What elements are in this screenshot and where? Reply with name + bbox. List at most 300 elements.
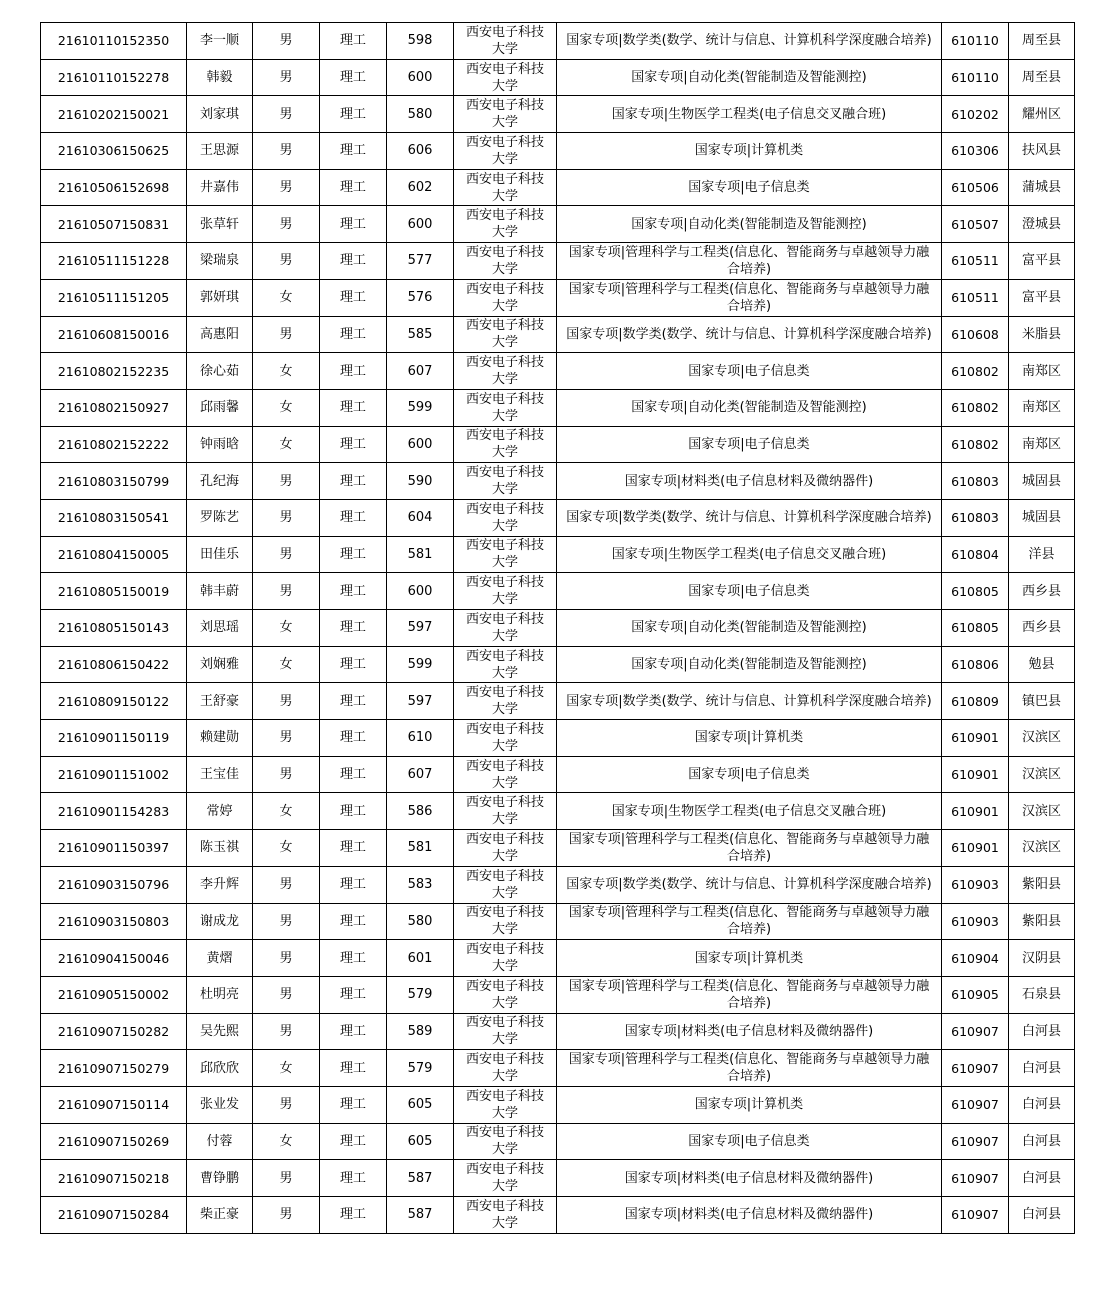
major-cell xyxy=(557,96,942,133)
candidate-id-cell-text: 21610901150119 xyxy=(57,730,170,746)
gender-cell-text: 男 xyxy=(279,1023,293,1039)
county-cell-text: 扶风县 xyxy=(1021,143,1061,159)
region-code-cell xyxy=(942,59,1009,96)
major-cell xyxy=(557,1160,942,1197)
region-code-cell xyxy=(942,96,1009,133)
category-cell-text: 理工 xyxy=(339,657,366,673)
county-cell xyxy=(1009,646,1075,683)
major-cell xyxy=(557,573,942,610)
region-code-cell xyxy=(942,793,1009,830)
major-cell-text: 国家专项|自动化类(智能制造及智能测控) xyxy=(631,216,867,232)
score-cell-text: 605 xyxy=(407,1097,433,1113)
university-cell-text: 西安电子科技大学 xyxy=(465,648,544,681)
category-cell-text: 理工 xyxy=(339,1097,366,1113)
table-row xyxy=(41,976,1075,1013)
candidate-id-cell xyxy=(41,830,187,867)
university-cell-text: 西安电子科技大学 xyxy=(465,355,544,388)
county-cell-text: 周至县 xyxy=(1021,70,1061,86)
score-cell-text: 599 xyxy=(407,657,433,673)
university-cell xyxy=(454,426,557,463)
category-cell xyxy=(320,353,387,390)
name-cell-text: 柴正豪 xyxy=(199,1207,239,1223)
major-cell-text: 国家专项|自动化类(智能制造及智能测控) xyxy=(631,620,867,636)
name-cell xyxy=(187,720,253,757)
county-cell xyxy=(1009,1160,1075,1197)
category-cell xyxy=(320,243,387,280)
region-code-cell xyxy=(942,1050,1009,1087)
name-cell-text: 吴先熙 xyxy=(199,1023,239,1039)
gender-cell xyxy=(253,279,320,316)
county-cell xyxy=(1009,830,1075,867)
county-cell xyxy=(1009,279,1075,316)
score-cell-text: 577 xyxy=(407,253,433,269)
major-cell xyxy=(557,169,942,206)
university-cell xyxy=(454,316,557,353)
category-cell-text: 理工 xyxy=(339,33,366,49)
university-cell-text: 西安电子科技大学 xyxy=(465,942,544,975)
gender-cell xyxy=(253,1123,320,1160)
region-code-cell xyxy=(942,279,1009,316)
gender-cell-text: 女 xyxy=(279,803,293,819)
score-cell-text: 602 xyxy=(407,180,433,196)
university-cell-text: 西安电子科技大学 xyxy=(465,98,544,131)
region-code-cell xyxy=(942,976,1009,1013)
major-cell xyxy=(557,1086,942,1123)
gender-cell-text: 女 xyxy=(279,620,293,636)
name-cell xyxy=(187,1160,253,1197)
category-cell-text: 理工 xyxy=(339,877,366,893)
candidate-id-cell-text: 21610202150021 xyxy=(57,106,170,122)
gender-cell-text: 男 xyxy=(279,950,293,966)
score-cell-text: 607 xyxy=(407,363,433,379)
candidate-id-cell-text: 21610809150122 xyxy=(57,693,170,709)
university-cell-text: 西安电子科技大学 xyxy=(465,281,544,314)
category-cell xyxy=(320,59,387,96)
gender-cell-text: 男 xyxy=(279,987,293,1003)
region-code-cell-text: 610511 xyxy=(951,253,999,269)
score-cell xyxy=(387,389,454,426)
region-code-cell-text: 610803 xyxy=(951,510,999,526)
table-row xyxy=(41,610,1075,647)
region-code-cell xyxy=(942,499,1009,536)
candidate-id-cell xyxy=(41,866,187,903)
category-cell-text: 理工 xyxy=(339,436,366,452)
table-row xyxy=(41,1160,1075,1197)
university-cell-text: 西安电子科技大学 xyxy=(465,538,544,571)
name-cell-text: 王宝佳 xyxy=(199,767,239,783)
region-code-cell-text: 610804 xyxy=(951,546,999,562)
name-cell xyxy=(187,316,253,353)
score-cell-text: 601 xyxy=(407,950,433,966)
gender-cell xyxy=(253,683,320,720)
candidate-id-cell-text: 21610901154283 xyxy=(57,803,170,819)
table-row xyxy=(41,499,1075,536)
university-cell-text: 西安电子科技大学 xyxy=(465,1015,544,1048)
gender-cell xyxy=(253,463,320,500)
university-cell xyxy=(454,1050,557,1087)
category-cell-text: 理工 xyxy=(339,180,366,196)
category-cell-text: 理工 xyxy=(339,620,366,636)
table-row xyxy=(41,573,1075,610)
county-cell-text: 汉滨区 xyxy=(1021,840,1061,856)
candidate-id-cell-text: 21610806150422 xyxy=(57,657,170,673)
region-code-cell xyxy=(942,133,1009,170)
county-cell-text: 蒲城县 xyxy=(1021,180,1061,196)
table-row xyxy=(41,133,1075,170)
table-row xyxy=(41,169,1075,206)
county-cell-text: 周至县 xyxy=(1021,33,1061,49)
table-row xyxy=(41,683,1075,720)
candidate-id-cell-text: 21610802150927 xyxy=(57,400,170,416)
category-cell xyxy=(320,940,387,977)
score-cell xyxy=(387,1197,454,1234)
university-cell xyxy=(454,463,557,500)
score-cell-text: 600 xyxy=(407,436,433,452)
gender-cell-text: 女 xyxy=(279,1133,293,1149)
university-cell xyxy=(454,646,557,683)
region-code-cell-text: 610202 xyxy=(951,106,999,122)
score-cell xyxy=(387,793,454,830)
university-cell xyxy=(454,793,557,830)
category-cell-text: 理工 xyxy=(339,1207,366,1223)
candidate-id-cell xyxy=(41,353,187,390)
university-cell-text: 西安电子科技大学 xyxy=(465,428,544,461)
county-cell xyxy=(1009,793,1075,830)
gender-cell-text: 女 xyxy=(279,290,293,306)
name-cell-text: 黄熠 xyxy=(206,950,233,966)
score-cell-text: 580 xyxy=(407,913,433,929)
score-cell-text: 598 xyxy=(407,33,433,49)
candidate-id-cell xyxy=(41,536,187,573)
candidate-id-cell xyxy=(41,463,187,500)
region-code-cell-text: 610802 xyxy=(951,400,999,416)
major-cell-text: 国家专项|自动化类(智能制造及智能测控) xyxy=(631,70,867,86)
major-cell-text: 国家专项|自动化类(智能制造及智能测控) xyxy=(631,657,867,673)
category-cell-text: 理工 xyxy=(339,987,366,1003)
name-cell-text: 付蓉 xyxy=(206,1133,233,1149)
gender-cell xyxy=(253,866,320,903)
candidate-id-cell xyxy=(41,683,187,720)
university-cell-text: 西安电子科技大学 xyxy=(465,501,544,534)
category-cell-text: 理工 xyxy=(339,913,366,929)
gender-cell xyxy=(253,59,320,96)
university-cell-text: 西安电子科技大学 xyxy=(465,1198,544,1231)
category-cell-text: 理工 xyxy=(339,803,366,819)
region-code-cell xyxy=(942,610,1009,647)
major-cell xyxy=(557,830,942,867)
county-cell-text: 西乡县 xyxy=(1021,583,1061,599)
category-cell xyxy=(320,23,387,60)
name-cell xyxy=(187,866,253,903)
region-code-cell xyxy=(942,1086,1009,1123)
score-cell xyxy=(387,720,454,757)
university-cell-text: 西安电子科技大学 xyxy=(465,1125,544,1158)
university-cell-text: 西安电子科技大学 xyxy=(465,758,544,791)
major-cell-text: 国家专项|管理科学与工程类(信息化、智能商务与卓越领导力融合培养) xyxy=(568,281,930,314)
score-cell-text: 579 xyxy=(407,987,433,1003)
university-cell xyxy=(454,279,557,316)
major-cell-text: 国家专项|计算机类 xyxy=(694,143,804,159)
candidate-id-cell-text: 21610901151002 xyxy=(57,767,170,783)
candidate-id-cell xyxy=(41,1086,187,1123)
major-cell xyxy=(557,499,942,536)
category-cell xyxy=(320,866,387,903)
county-cell-text: 白河县 xyxy=(1021,1097,1061,1113)
region-code-cell-text: 610907 xyxy=(951,1133,999,1149)
major-cell xyxy=(557,206,942,243)
county-cell xyxy=(1009,23,1075,60)
region-code-cell xyxy=(942,940,1009,977)
university-cell-text: 西安电子科技大学 xyxy=(465,721,544,754)
major-cell-text: 国家专项|计算机类 xyxy=(694,950,804,966)
name-cell-text: 王思源 xyxy=(199,143,239,159)
region-code-cell-text: 610907 xyxy=(951,1060,999,1076)
gender-cell-text: 女 xyxy=(279,436,293,452)
category-cell xyxy=(320,1160,387,1197)
major-cell xyxy=(557,646,942,683)
county-cell xyxy=(1009,756,1075,793)
major-cell-text: 国家专项|电子信息类 xyxy=(688,583,810,599)
region-code-cell xyxy=(942,206,1009,243)
county-cell-text: 耀州区 xyxy=(1021,106,1061,122)
category-cell xyxy=(320,793,387,830)
university-cell xyxy=(454,499,557,536)
name-cell xyxy=(187,610,253,647)
county-cell xyxy=(1009,206,1075,243)
name-cell-text: 张草轩 xyxy=(199,216,239,232)
score-cell xyxy=(387,940,454,977)
university-cell xyxy=(454,683,557,720)
university-cell-text: 西安电子科技大学 xyxy=(465,24,544,57)
category-cell xyxy=(320,610,387,647)
county-cell xyxy=(1009,243,1075,280)
county-cell xyxy=(1009,573,1075,610)
name-cell-text: 李一顺 xyxy=(199,33,239,49)
table-row xyxy=(41,940,1075,977)
table-row xyxy=(41,96,1075,133)
major-cell-text: 国家专项|管理科学与工程类(信息化、智能商务与卓越领导力融合培养) xyxy=(568,244,930,277)
category-cell-text: 理工 xyxy=(339,510,366,526)
university-cell-text: 西安电子科技大学 xyxy=(465,1052,544,1085)
score-cell xyxy=(387,133,454,170)
candidate-id-cell-text: 21610110152350 xyxy=(57,33,170,49)
candidate-id-cell xyxy=(41,903,187,940)
county-cell-text: 富平县 xyxy=(1021,290,1061,306)
candidate-id-cell-text: 21610907150269 xyxy=(57,1133,170,1149)
major-cell-text: 国家专项|电子信息类 xyxy=(688,1133,810,1149)
university-cell xyxy=(454,830,557,867)
county-cell-text: 白河县 xyxy=(1021,1207,1061,1223)
score-cell-text: 579 xyxy=(407,1060,433,1076)
gender-cell-text: 男 xyxy=(279,693,293,709)
university-cell xyxy=(454,23,557,60)
name-cell xyxy=(187,169,253,206)
gender-cell xyxy=(253,720,320,757)
county-cell xyxy=(1009,1086,1075,1123)
name-cell xyxy=(187,573,253,610)
score-cell-text: 600 xyxy=(407,583,433,599)
gender-cell-text: 男 xyxy=(279,877,293,893)
score-cell xyxy=(387,59,454,96)
score-cell xyxy=(387,206,454,243)
gender-cell-text: 男 xyxy=(279,546,293,562)
gender-cell-text: 男 xyxy=(279,1097,293,1113)
score-cell-text: 607 xyxy=(407,767,433,783)
category-cell-text: 理工 xyxy=(339,730,366,746)
county-cell-text: 米脂县 xyxy=(1021,326,1061,342)
category-cell xyxy=(320,1013,387,1050)
name-cell xyxy=(187,1086,253,1123)
score-cell xyxy=(387,353,454,390)
gender-cell xyxy=(253,169,320,206)
major-cell-text: 国家专项|管理科学与工程类(信息化、智能商务与卓越领导力融合培养) xyxy=(568,978,930,1011)
name-cell-text: 徐心茹 xyxy=(199,363,239,379)
table-row xyxy=(41,426,1075,463)
major-cell-text: 国家专项|电子信息类 xyxy=(688,363,810,379)
region-code-cell-text: 610907 xyxy=(951,1170,999,1186)
university-cell xyxy=(454,353,557,390)
county-cell-text: 勉县 xyxy=(1028,657,1055,673)
score-cell xyxy=(387,96,454,133)
table-body xyxy=(41,23,1075,1234)
university-cell xyxy=(454,1123,557,1160)
table-row xyxy=(41,1086,1075,1123)
candidate-id-cell-text: 21610507150831 xyxy=(57,216,170,232)
major-cell-text: 国家专项|数学类(数学、统计与信息、计算机科学深度融合培养) xyxy=(566,510,932,526)
region-code-cell xyxy=(942,683,1009,720)
category-cell-text: 理工 xyxy=(339,1023,366,1039)
gender-cell-text: 男 xyxy=(279,70,293,86)
candidate-id-cell-text: 21610802152222 xyxy=(57,436,170,452)
major-cell-text: 国家专项|材料类(电子信息材料及微纳器件) xyxy=(624,1207,874,1223)
name-cell-text: 曹铮鹏 xyxy=(199,1170,239,1186)
score-cell-text: 587 xyxy=(407,1207,433,1223)
candidate-id-cell-text: 21610907150114 xyxy=(57,1097,170,1113)
category-cell-text: 理工 xyxy=(339,1060,366,1076)
region-code-cell-text: 610907 xyxy=(951,1207,999,1223)
major-cell xyxy=(557,279,942,316)
name-cell xyxy=(187,389,253,426)
name-cell xyxy=(187,940,253,977)
table-row xyxy=(41,316,1075,353)
category-cell xyxy=(320,1123,387,1160)
major-cell-text: 国家专项|电子信息类 xyxy=(688,767,810,783)
category-cell-text: 理工 xyxy=(339,326,366,342)
name-cell xyxy=(187,830,253,867)
score-cell-text: 606 xyxy=(407,143,433,159)
county-cell xyxy=(1009,133,1075,170)
region-code-cell-text: 610905 xyxy=(951,987,999,1003)
score-cell xyxy=(387,1013,454,1050)
name-cell-text: 刘思瑶 xyxy=(199,620,239,636)
name-cell-text: 井嘉伟 xyxy=(199,180,239,196)
category-cell xyxy=(320,133,387,170)
region-code-cell-text: 610903 xyxy=(951,877,999,893)
score-cell-text: 581 xyxy=(407,546,433,562)
name-cell-text: 常婷 xyxy=(206,803,233,819)
category-cell-text: 理工 xyxy=(339,473,366,489)
university-cell xyxy=(454,903,557,940)
university-cell-text: 西安电子科技大学 xyxy=(465,685,544,718)
candidate-id-cell xyxy=(41,206,187,243)
candidate-id-cell-text: 21610804150005 xyxy=(57,546,170,562)
region-code-cell-text: 610904 xyxy=(951,950,999,966)
candidate-id-cell xyxy=(41,279,187,316)
county-cell-text: 南郑区 xyxy=(1021,400,1061,416)
university-cell-text: 西安电子科技大学 xyxy=(465,611,544,644)
candidate-id-cell-text: 21610904150046 xyxy=(57,950,170,966)
candidate-id-cell xyxy=(41,1050,187,1087)
gender-cell xyxy=(253,610,320,647)
gender-cell xyxy=(253,646,320,683)
county-cell xyxy=(1009,353,1075,390)
category-cell xyxy=(320,1050,387,1087)
score-cell-text: 610 xyxy=(407,730,433,746)
gender-cell xyxy=(253,133,320,170)
major-cell xyxy=(557,1123,942,1160)
region-code-cell-text: 610901 xyxy=(951,803,999,819)
region-code-cell xyxy=(942,243,1009,280)
candidate-id-cell-text: 21610907150282 xyxy=(57,1023,170,1039)
name-cell-text: 邱雨馨 xyxy=(199,400,239,416)
gender-cell xyxy=(253,23,320,60)
gender-cell xyxy=(253,499,320,536)
name-cell xyxy=(187,279,253,316)
table-row xyxy=(41,463,1075,500)
score-cell xyxy=(387,426,454,463)
region-code-cell xyxy=(942,903,1009,940)
score-cell xyxy=(387,1160,454,1197)
category-cell xyxy=(320,96,387,133)
category-cell xyxy=(320,499,387,536)
major-cell-text: 国家专项|电子信息类 xyxy=(688,436,810,452)
university-cell xyxy=(454,610,557,647)
table-row xyxy=(41,59,1075,96)
county-cell xyxy=(1009,316,1075,353)
gender-cell xyxy=(253,903,320,940)
university-cell-text: 西安电子科技大学 xyxy=(465,795,544,828)
county-cell-text: 城固县 xyxy=(1021,473,1061,489)
score-cell xyxy=(387,279,454,316)
score-cell-text: 590 xyxy=(407,473,433,489)
university-cell-text: 西安电子科技大学 xyxy=(465,391,544,424)
category-cell xyxy=(320,316,387,353)
university-cell-text: 西安电子科技大学 xyxy=(465,1162,544,1195)
region-code-cell xyxy=(942,463,1009,500)
table-row xyxy=(41,279,1075,316)
gender-cell xyxy=(253,389,320,426)
major-cell xyxy=(557,133,942,170)
university-cell xyxy=(454,940,557,977)
county-cell-text: 白河县 xyxy=(1021,1133,1061,1149)
gender-cell-text: 男 xyxy=(279,730,293,746)
gender-cell xyxy=(253,426,320,463)
score-cell-text: 585 xyxy=(407,326,433,342)
major-cell-text: 国家专项|生物医学工程类(电子信息交叉融合班) xyxy=(611,803,887,819)
candidate-id-cell xyxy=(41,720,187,757)
county-cell-text: 白河县 xyxy=(1021,1170,1061,1186)
university-cell xyxy=(454,536,557,573)
name-cell xyxy=(187,683,253,720)
university-cell-text: 西安电子科技大学 xyxy=(465,61,544,94)
score-cell-text: 581 xyxy=(407,840,433,856)
category-cell xyxy=(320,830,387,867)
county-cell-text: 南郑区 xyxy=(1021,436,1061,452)
region-code-cell-text: 610802 xyxy=(951,363,999,379)
region-code-cell-text: 610110 xyxy=(951,33,999,49)
major-cell-text: 国家专项|管理科学与工程类(信息化、智能商务与卓越领导力融合培养) xyxy=(568,1052,930,1085)
table-row xyxy=(41,1197,1075,1234)
